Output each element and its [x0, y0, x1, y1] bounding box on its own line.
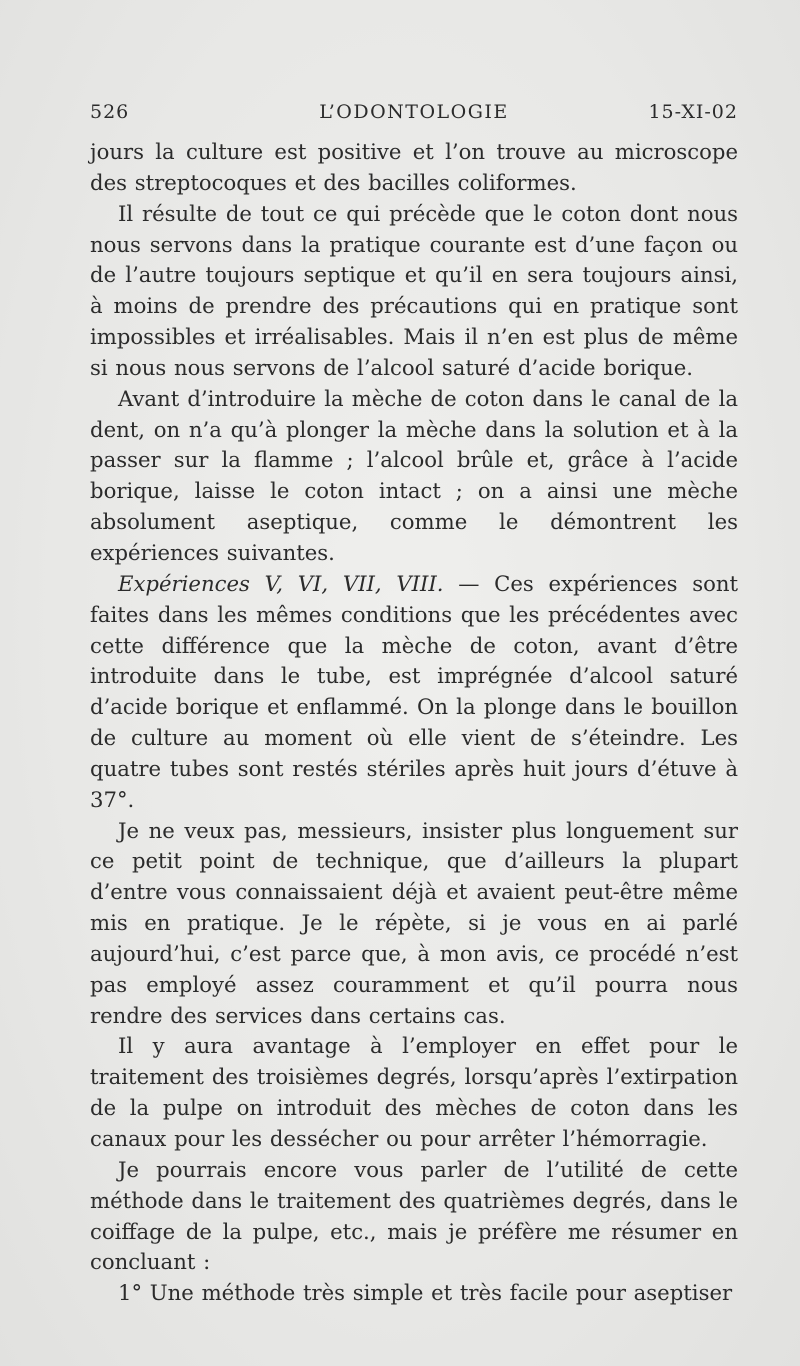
paragraph: Avant d’introduire la mèche de coton dans le canal de la dent, on n’a qu’à plonger la mèche dans la solution et à la passer sur la flamme ; l’alcool brûle et, grâce à l’acide borique, laisse le coton intact ; on a ainsi une mèche absolument aseptique, comme le démontrent les expériences suivantes. — [90, 385, 738, 565]
running-title: L’ODONTOLOGIE — [319, 101, 509, 123]
page-number: 526 — [90, 101, 130, 123]
paragraph-experiments — [90, 569, 738, 816]
experiments-lead-in: Expériences V, VI, VII, VIII. — [118, 570, 444, 596]
issue-date: 15-XI-02 — [648, 101, 738, 123]
paragraph: Je ne veux pas, messieurs, insister plus longuement sur ce petit point de technique, que d’ailleurs la plupart d’entre vous connaissaient déjà et avaient peut-être même mis en pratique. Je le répète, si je vous en ai parlé aujourd’hui, c’est parce que, à mon avis, ce procédé n’est pas employé assez couramment et qu’il pourra nous rendre des services dans certains cas. — [90, 817, 738, 1028]
experiments-text: — Ces expériences sont faites dans les mêmes conditions que les précédentes avec cette différence que la mèche de coton, avant d’être introduite dans le tube, est imprégnée d’alcool saturé d’acide borique et enflammé. On la plonge dans le bouillon de culture au moment où elle vient de s’éteindre. Les quatre tubes sont restés stériles après huit jours d’étuve à 37°. — [90, 570, 739, 812]
paragraph: Je pourrais encore vous parler de l’utilité de cette méthode dans le traitement des quatrièmes degrés, dans le coiffage de la pulpe, etc., mais je préfère me résumer en concluant : — [90, 1156, 738, 1275]
paragraph-conclusion-item: 1° Une méthode très simple et très facile pour aseptiser — [118, 1280, 733, 1306]
body-text — [90, 137, 738, 1309]
paragraph-continued: jours la culture est positive et l’on trouve au microscope des streptocoques et des bacilles coliformes. — [90, 139, 738, 195]
paragraph: Il y aura avantage à l’employer en effet pour le traitement des troisièmes degrés, lorsqu’après l’extirpation de la pulpe on introduit des mèches de coton dans les canaux pour les dessécher ou pour arrêter l’hémorragie. — [90, 1033, 738, 1151]
paragraph: Il résulte de tout ce qui précède que le coton dont nous nous servons dans la pratique courante est d’une façon ou de l’autre toujours septique et qu’il en sera toujours ainsi, à moins de prendre des précautions qui en pratique sont impossibles et irréalisables. Mais il n’en est plus de même si nous nous servons de l’alcool saturé d’acide borique. — [90, 200, 738, 380]
running-header — [90, 101, 738, 131]
